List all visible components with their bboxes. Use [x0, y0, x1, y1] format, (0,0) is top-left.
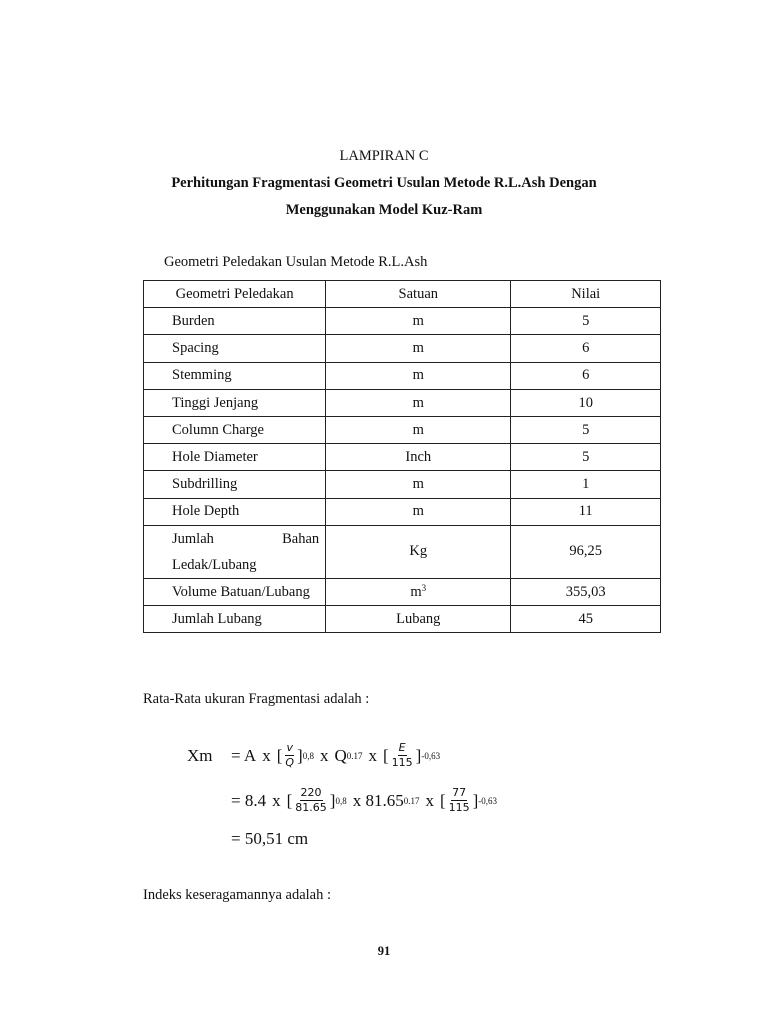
row-unit: m	[326, 389, 511, 416]
row-value: 10	[511, 389, 661, 416]
fraction-denominator: 115	[448, 801, 470, 815]
row-value: 45	[511, 605, 661, 632]
row-parameter: Jumlah Lubang	[144, 605, 326, 632]
formula-times: x	[368, 745, 377, 765]
uniformity-index-intro: Indeks keseragamannya adalah :	[143, 887, 332, 903]
table-row	[144, 471, 661, 498]
row-value: 5	[511, 416, 661, 443]
table-row	[144, 335, 661, 362]
formula-bracket-open: [	[382, 745, 389, 765]
row-parameter: Volume Batuan/Lubang	[144, 578, 326, 605]
row-value: 355,03	[511, 578, 661, 605]
blasting-geometry-table	[143, 280, 661, 633]
row-unit: m	[326, 498, 511, 525]
formula-equals: = A	[231, 745, 257, 765]
formula-times: x	[425, 790, 434, 810]
table-caption: Geometri Peledakan Usulan Metode R.L.Ash	[164, 254, 428, 270]
row-unit: m	[326, 471, 511, 498]
appendix-label: LAMPIRAN C	[339, 148, 429, 164]
table-row	[144, 578, 661, 605]
formula-q: Q	[334, 745, 347, 765]
fraction-v-over-q	[284, 742, 295, 769]
table-row	[144, 416, 661, 443]
column-header-value: Nilai	[511, 281, 661, 308]
row-parameter: Stemming	[144, 362, 326, 389]
row-value: 6	[511, 362, 661, 389]
formula-bracket-close: ]	[297, 745, 303, 765]
table-row	[144, 498, 661, 525]
fraction-denominator: 115	[391, 756, 413, 770]
row-unit: m	[326, 362, 511, 389]
row-parameter-word-1: Jumlah	[172, 530, 214, 547]
row-parameter	[144, 525, 326, 578]
fraction-numerator: v	[285, 742, 294, 756]
row-unit: m	[326, 416, 511, 443]
formula-times: x	[319, 745, 329, 765]
table-header-row	[144, 281, 661, 308]
formula-equals: = 8.4	[231, 790, 267, 810]
fraction-e-over-115	[391, 742, 414, 769]
page-number: 91	[377, 944, 391, 958]
row-parameter: Tinggi Jenjang	[144, 389, 326, 416]
row-value: 1	[511, 471, 661, 498]
formula-bracket-close: ]	[472, 790, 479, 810]
row-unit: Inch	[326, 444, 511, 471]
table-row	[144, 308, 661, 335]
column-header-unit: Satuan	[326, 281, 511, 308]
table-row	[144, 362, 661, 389]
fraction-denominator: Q	[285, 756, 295, 770]
row-parameter: Spacing	[144, 335, 326, 362]
formula-bracket-close: ]	[329, 790, 336, 810]
fraction-77-over-115	[448, 787, 471, 814]
formula-times: x	[262, 745, 271, 765]
row-unit: m	[326, 308, 511, 335]
column-header-parameter: Geometri Peledakan	[144, 281, 326, 308]
formula-bracket-close: ]	[415, 745, 422, 765]
row-parameter: Hole Diameter	[144, 444, 326, 471]
row-unit	[326, 578, 511, 605]
formula-variable-xm: Xm	[187, 745, 213, 765]
fraction-220-over-81-65	[294, 787, 328, 814]
row-unit: Kg	[326, 525, 511, 578]
row-value: 96,25	[511, 525, 661, 578]
formula-line-general: Xm = A x [ $\frac{v}{Q}$ ] 0,8 x Q 0.17 x [ $\frac{E}{115}$ ] -0,63	[187, 741, 441, 770]
unit-base: m	[410, 583, 422, 600]
formula-line-substituted: = 8.4 x [ $\frac{220}{81.65}$ ] 0,8 x 81.65 0.17 x [ $\frac{77}{115}$ ] -0,63	[231, 786, 498, 815]
row-value: 11	[511, 498, 661, 525]
row-parameter: Subdrilling	[144, 471, 326, 498]
formula-q-value: x 81.65	[352, 790, 404, 810]
table-row	[144, 605, 661, 632]
formula-bracket-open: [	[276, 745, 283, 765]
table-row	[144, 444, 661, 471]
row-unit: Lubang	[326, 605, 511, 632]
row-value: 5	[511, 308, 661, 335]
fragmentation-intro: Rata-Rata ukuran Fragmentasi adalah :	[143, 691, 370, 707]
fraction-numerator: E	[398, 742, 407, 756]
fraction-numerator: 220	[300, 787, 323, 801]
page-title-line-1: Perhitungan Fragmentasi Geometri Usulan Metode R.L.Ash Dengan	[171, 175, 597, 191]
row-unit: m	[326, 335, 511, 362]
table-row	[144, 389, 661, 416]
formula-result: = 50,51 cm	[231, 829, 309, 848]
unit-exponent: 3	[421, 582, 427, 593]
page-title-line-2: Menggunakan Model Kuz-Ram	[285, 202, 483, 218]
fraction-denominator: 81.65	[295, 801, 327, 815]
row-value: 5	[511, 444, 661, 471]
formula-bracket-open: [	[286, 790, 293, 810]
row-parameter-line-2: Ledak/Lubang	[172, 556, 257, 573]
formula-bracket-open: [	[439, 790, 446, 810]
formula-times: x	[272, 790, 281, 810]
table-row	[144, 525, 661, 578]
row-value: 6	[511, 335, 661, 362]
row-parameter: Column Charge	[144, 416, 326, 443]
row-parameter-word-2: Bahan	[282, 530, 320, 547]
row-parameter: Hole Depth	[144, 498, 326, 525]
row-parameter: Burden	[144, 308, 326, 335]
fraction-numerator: 77	[451, 787, 467, 801]
